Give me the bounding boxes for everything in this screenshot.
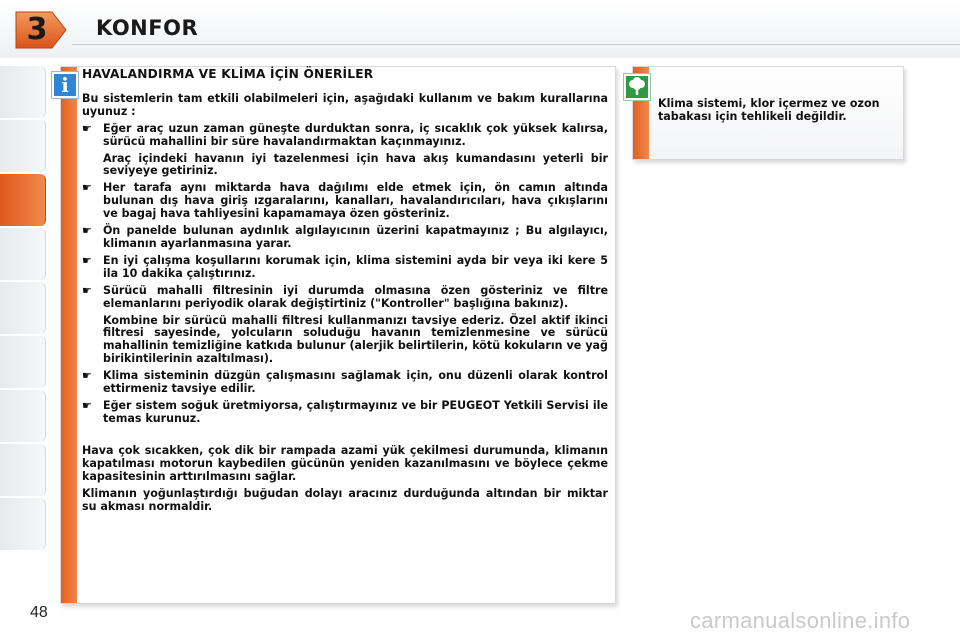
intro-paragraph: Bu sistemlerin tam etkili olabilmeleri için, aşağıdaki kullanım ve bakım kurallarına uyunuz :: [82, 91, 608, 118]
list-item: [82, 370, 608, 396]
list-item-text: Ön panelde bulunan aydınlık algılayıcının üzerini kapatmayınız ; Bu algılayıcı, klimanın ayarlanmasına yarar.: [103, 224, 608, 250]
list-item-text: Klima sisteminin düzgün çalışmasını sağlamak için, onu düzenli olarak kontrol ettirmeniz tavsiye edilir.: [103, 369, 608, 396]
watermark: carmanualsonline.info: [690, 608, 911, 633]
list-item: [82, 285, 608, 311]
pointing-hand-icon: ☛: [82, 398, 92, 412]
chapter-tab[interactable]: [0, 444, 46, 496]
info-icon: i: [52, 72, 78, 98]
closing-paragraph: Klimanın yoğunlaştırdığı buğudan dolayı aracınız durduğunda altından bir miktar su akması normaldir.: [82, 487, 608, 514]
pointing-hand-icon: ☛: [82, 224, 92, 238]
list-item-text: Sürücü mahalli filtresinin iyi durumda olmasına özen gösteriniz ve filtre elemanlarını periyodik olarak değiştirtiniz ("Kontroller" başlığına bakınız).: [103, 283, 608, 310]
pointing-hand-icon: ☛: [82, 283, 92, 297]
section-title: HAVALANDIRMA VE KLİMA İÇİN ÖNERİLER: [82, 67, 374, 81]
list-item: [82, 400, 608, 426]
list-item-text: Her tarafa aynı miktarda hava dağılımı elde etmek için, ön camın altında bulunan dış hava giriş ızgaralarını, kanalları, havalandırıcıları, hava çıkışlarını ve bagaj hava tahliyesini kapamamaya özen gösteriniz.: [103, 181, 608, 221]
chapter-tab[interactable]: [0, 120, 46, 172]
tree-icon: [624, 74, 650, 100]
closing-paragraph: Hava çok sıcakken, çok dik bir rampada azami yük çekilmesi durumunda, klimanın kapatılması motorun kaybedilen gücünün yeniden kazanılmasını ve böylece çekme kapasitesinin arttırılmasını sağlar.: [82, 443, 608, 483]
chapter-tab[interactable]: [0, 228, 46, 280]
pointing-hand-icon: ☛: [82, 181, 92, 195]
list-item: [82, 255, 608, 281]
panel-accent-strip: [61, 67, 77, 603]
chapter-number: 3: [26, 12, 48, 47]
pointing-hand-icon: ☛: [82, 253, 92, 267]
pointing-hand-icon: ☛: [82, 369, 92, 383]
main-content: [82, 68, 608, 514]
list-item: [82, 123, 608, 149]
page-number: 48: [30, 604, 48, 621]
chapter-tab[interactable]: [0, 390, 46, 442]
pointing-hand-icon: ☛: [82, 121, 92, 135]
chapter-tab-active[interactable]: [0, 174, 46, 226]
chapter-tab[interactable]: [0, 282, 46, 334]
list-item: [82, 182, 608, 221]
header-divider: [72, 44, 960, 45]
list-item-subparagraph: Kombine bir sürücü mahalli filtresi kullanmanızı tavsiye ederiz. Özel aktif ikinci filtresi sayesinde, yolcuların soluduğu havanın temizlenmesine ve sürücü mahallinin temizliğine katkıda bulunur (alerjik belirtilerin, kötü kokuların ve yağ birikintilerinin azaltılması).: [103, 313, 608, 366]
list-item-text: Eğer sistem soğuk üretmiyorsa, çalıştırmayınız ve bir PEUGEOT Yetkili Servisi ile temas kurunuz.: [103, 398, 608, 425]
eco-note-text: Klima sistemi, klor içermez ve ozon tabakası için tehlikeli değildir.: [658, 97, 880, 123]
list-item-text: En iyi çalışma koşullarını korumak için, klima sistemini ayda bir veya iki kere 5 ila 10 dakika çalıştırınız.: [103, 253, 608, 280]
list-item: [82, 225, 608, 251]
chapter-tab[interactable]: [0, 336, 46, 388]
page-title: KONFOR: [96, 16, 199, 40]
list-item-text: Eğer araç uzun zaman güneşte durduktan sonra, iç sıcaklık çok yüksek kalırsa, sürücü mahallini bir süre havalandırmaktan kaçınmayınız.: [103, 121, 608, 148]
chapter-tab[interactable]: [0, 66, 46, 118]
list-item-subparagraph: Araç içindeki havanın iyi tazelenmesi için hava akış kumandasını yeterli bir seviyeye getiriniz.: [103, 151, 608, 178]
chapter-tab[interactable]: [0, 498, 46, 550]
